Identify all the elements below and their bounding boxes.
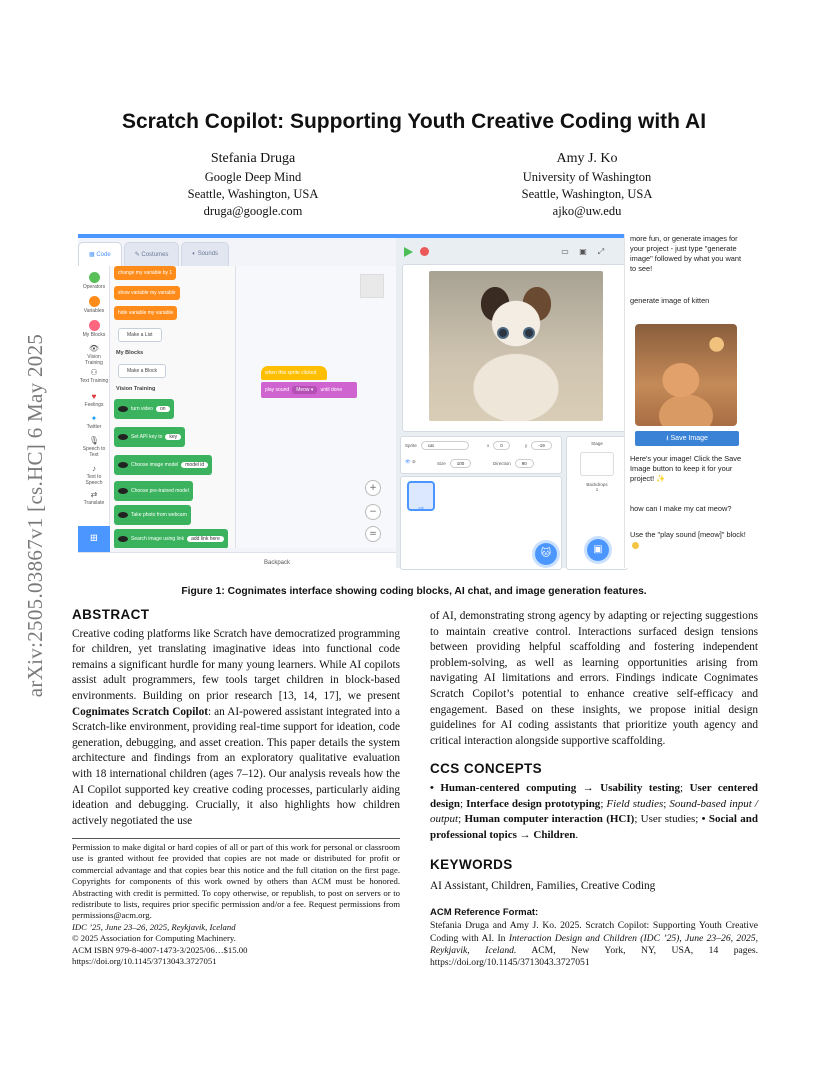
author-affiliation: Google Deep Mind [204, 170, 302, 184]
author-block-1 [128, 149, 378, 220]
eye-icon [118, 462, 128, 468]
choose-backdrop-button[interactable]: ▣ [587, 539, 609, 561]
acm-reference-heading: ACM Reference Format: [430, 906, 539, 918]
paper-title: Scratch Copilot: Supporting Youth Creative Coding with AI [121, 110, 707, 133]
small-stage-icon[interactable]: ▭ [561, 247, 569, 256]
choose-sprite-button[interactable]: 🐱︎ [535, 543, 557, 565]
block-turn-video[interactable]: turn video on [114, 399, 174, 419]
stage-selector[interactable] [566, 436, 628, 570]
eye-icon [118, 536, 128, 542]
block-set-api-key[interactable]: Set API key to key [114, 427, 185, 447]
stage-toolbar [400, 242, 628, 262]
tab-code[interactable]: ▦ Code [78, 242, 122, 266]
author-name: Amy J. Ko [556, 151, 618, 166]
author-location: Seattle, Washington, USA [521, 187, 653, 201]
doi-link[interactable]: https://doi.org/10.1145/3713043.3727051 [72, 956, 217, 967]
acm-reference-text: Stefania Druga and Amy J. Ko. 2025. Scratch Copilot: Supporting Youth Creative Coding with AI. In Interaction Design and Children (IDC ’25), June 23–26, 2025, Reykjavik, Iceland. ACM, New York, NY, USA, 14 pages. https://doi.org/10.1145/3713043.3727051 [430, 920, 758, 969]
block-change-variable[interactable]: change my variable by 1 [114, 266, 176, 280]
block-choose-pretrained-model[interactable]: Choose pre-trained model [114, 481, 193, 501]
stage-area [396, 234, 632, 568]
ccs-heading: CCS CONCEPTS [430, 761, 543, 777]
abstract-continued: of AI, demonstrating strong agency by adapting or rejecting suggestions to maintain creative control. Interactions surfaced design tensions between providing helpful scaffolding and fostering independent problem-solving, as well as learning opportunities arising from navigating AI limitations and errors. Findings indicate Cognimates Scratch Copilot’s potential to enhance creative self-efficacy and engagement. Based on these insights, we propose initial design guidelines for AI coding assistants that prioritize youth agency and critical interaction alongside supportive scaffolding. [430, 610, 758, 747]
ai-chat-panel [624, 234, 755, 568]
block-hide-variable[interactable]: hide variable my variable [114, 306, 177, 320]
zoom-in-button[interactable]: + [365, 480, 381, 496]
chat-message-user: how can I make my cat meow? [630, 504, 732, 513]
permissions-footnote [72, 838, 400, 967]
author-email[interactable]: ajko@uw.edu [552, 204, 622, 218]
block-palette [110, 266, 236, 548]
eye-icon: 👁︎ [88, 344, 100, 353]
conference-info: IDC ’25, June 23–26, 2025, Reykjavik, Iceland [72, 921, 236, 932]
show-icon[interactable]: 👁︎ [405, 459, 411, 464]
copyright-line: © 2025 Association for Computing Machinery. [72, 933, 236, 944]
hide-icon[interactable]: ⊘ [411, 459, 416, 464]
author-name: Stefania Druga [210, 151, 296, 166]
download-icon: ⭳ [666, 435, 671, 442]
y-input[interactable]: -19 [531, 441, 552, 450]
category-variables[interactable]: Variables [78, 296, 110, 314]
bird-icon: ✦ [90, 414, 98, 423]
arxiv-identifier: arXiv:2505.03867v1 [cs.HC] 6 May 2025 [23, 333, 48, 697]
add-extension-button[interactable]: ⊞ [78, 526, 110, 552]
sound-dropdown[interactable]: Meow ▾ [292, 386, 317, 394]
eye-icon [118, 488, 128, 494]
save-image-button[interactable]: ⭳ Save Image [635, 431, 739, 446]
sprite-list [400, 476, 562, 570]
green-flag-icon[interactable] [404, 247, 413, 257]
abstract-heading: ABSTRACT [72, 607, 150, 622]
backdrops-count: 1 [595, 487, 599, 492]
figure-caption: Figure 1: Cognimates interface showing coding blocks, AI chat, and image generation features. [181, 586, 647, 597]
nodes-icon: ⚇ [90, 368, 98, 377]
block-take-photo[interactable]: Take photo from webcam [114, 505, 191, 525]
block-when-sprite-clicked[interactable]: when this sprite clicked [261, 366, 327, 380]
category-text-training[interactable]: ⚇ Text Training [79, 368, 109, 384]
category-feelings[interactable]: ♥ Feelings [78, 392, 110, 408]
make-block-button[interactable]: Make a Block [118, 364, 166, 378]
isbn-line: ACM ISBN 979-8-4007-1473-3/2025/06…$15.00 [72, 944, 248, 955]
tab-sounds[interactable]: 🔈︎ Sounds [181, 242, 229, 266]
chat-message-assistant: more fun, or generate images for your project - just type "generate image" followed by what you want to see! [630, 234, 742, 273]
sprite-properties: Sprite cat x 0 y -19 👁︎ ⊘ Size 100 Direction 90 [400, 436, 562, 474]
category-operators[interactable]: Operators [78, 272, 110, 290]
my-blocks-heading: My Blocks [116, 350, 144, 356]
editor-tabs [78, 242, 229, 266]
backpack[interactable]: Backpack [78, 552, 476, 572]
stage-label: Stage [591, 441, 603, 446]
category-twitter[interactable]: ✦ Twitter [78, 414, 110, 430]
left-column [72, 607, 400, 829]
figure-screenshot [78, 234, 755, 568]
zoom-out-button[interactable]: − [365, 504, 381, 520]
arxiv-stamp [14, 290, 58, 740]
size-input[interactable]: 100 [450, 459, 472, 468]
direction-input[interactable]: 90 [515, 459, 534, 468]
system-name: Cognimates Scratch Copilot [72, 705, 208, 718]
chat-message-user: generate image of kitten [630, 296, 710, 305]
code-icon: ▦ [89, 252, 97, 258]
speaker-icon: ♪ [92, 464, 96, 473]
sounds-icon: 🔈︎ [192, 251, 198, 257]
tab-costumes[interactable]: ✎ Costumes [124, 242, 180, 266]
vision-training-heading: Vision Training [116, 386, 156, 392]
eye-icon [118, 434, 128, 440]
category-text-to-speech[interactable]: ♪ Text to Speech [78, 464, 110, 486]
author-block-2 [462, 149, 712, 220]
category-vision-training[interactable]: 👁︎ Vision Training [78, 344, 110, 366]
heart-icon: ♥ [91, 392, 97, 401]
block-choose-image-model[interactable]: Choose image model model id [114, 455, 212, 475]
make-list-button[interactable]: Make a List [118, 328, 162, 342]
eye-icon [118, 512, 128, 518]
generated-kitten-image [635, 324, 737, 426]
sprite-thumbnail[interactable]: cat [407, 481, 435, 511]
keywords-text: AI Assistant, Children, Families, Creative Coding [430, 879, 656, 892]
ccs-concepts: • Human-centered computing → Usability testing; User centered design; Interface design prototyping; Field studies; Sound-based input / output; Human computer interaction (HCI); User studies; • Social and professional topics → Children. [430, 781, 758, 841]
cat-emoji-icon [632, 542, 639, 549]
translate-icon: ⇄ [90, 490, 98, 499]
author-location: Seattle, Washington, USA [187, 187, 319, 201]
category-translate[interactable]: ⇄ Translate [78, 490, 110, 506]
stop-icon[interactable] [420, 247, 429, 256]
sprite-name-input[interactable]: cat [421, 441, 469, 450]
author-affiliation: University of Washington [522, 170, 652, 184]
backdrops-label: Backdrops [586, 482, 608, 487]
zoom-reset-button[interactable]: = [365, 526, 381, 542]
costumes-icon: ✎ [134, 252, 142, 258]
kitten-photo [429, 271, 603, 421]
block-show-variable[interactable]: show variable my variable [114, 286, 180, 300]
large-stage-icon[interactable]: ▣ [579, 247, 587, 256]
permission-text: Permission to make digital or hard copies of all or part of this work for personal or classroom use is granted without fee provided that copies are not made or distributed for profit or commercial advantage and that copies bear this notice and the full citation on the first page. Copyrights for components of this work owned by others than ACM must be honored. Abstracting with credit is permitted. To copy otherwise, or republish, to post on servers or to redistribute to lists, requires prior specific permission and/or a fee. Request permissions from permissions@acm.org. [72, 842, 400, 921]
category-my-blocks[interactable]: My Blocks [78, 320, 110, 338]
chat-message-assistant: Here's your image! Click the Save Image button to keep it for your project! ✨ [630, 454, 742, 483]
eye-icon [118, 406, 128, 412]
block-play-sound[interactable]: play sound Meow ▾ until done [261, 382, 357, 398]
x-input[interactable]: 0 [493, 441, 510, 450]
fullscreen-icon[interactable]: ⤢ [597, 247, 605, 256]
author-email[interactable]: druga@google.com [203, 204, 303, 218]
category-speech-to-text[interactable]: 🎙︎ Speech to Text [78, 436, 110, 458]
stage-thumbnail [580, 452, 614, 476]
workspace-sprite-thumbnail [360, 274, 384, 298]
right-column [430, 609, 758, 970]
keywords-heading: KEYWORDS [430, 857, 513, 873]
block-search-image[interactable]: Search image using link add link here [114, 529, 228, 548]
microphone-icon: 🎙︎ [88, 436, 100, 445]
category-sidebar [78, 266, 110, 548]
abstract-body: Creative coding platforms like Scratch have democratized programming for children, yet translating imaginative ideas into functional code remains a significant hurdle for many young learners. While AI copilots assist adult programmers, few tools target children in block-based environments. Building on prior research [13, 14, 17], we present Cognimates Scratch Copilot: an AI-powered assistant integrated into a Scratch-like environment, providing real-time support for ideation, code generation, debugging, and asset creation. This paper details the system architecture and findings from an exploratory qualitative evaluation with 18 international children (ages 7–12). Our analysis reveals how the AI Copilot supported key creative coding processes, particularly aiding ideation and debugging. Crucially, it also highlights how children actively negotiated the use [72, 627, 400, 827]
stage-canvas[interactable] [402, 264, 626, 432]
chat-message-assistant: Use the "play sound [meow]" block! [630, 530, 748, 550]
